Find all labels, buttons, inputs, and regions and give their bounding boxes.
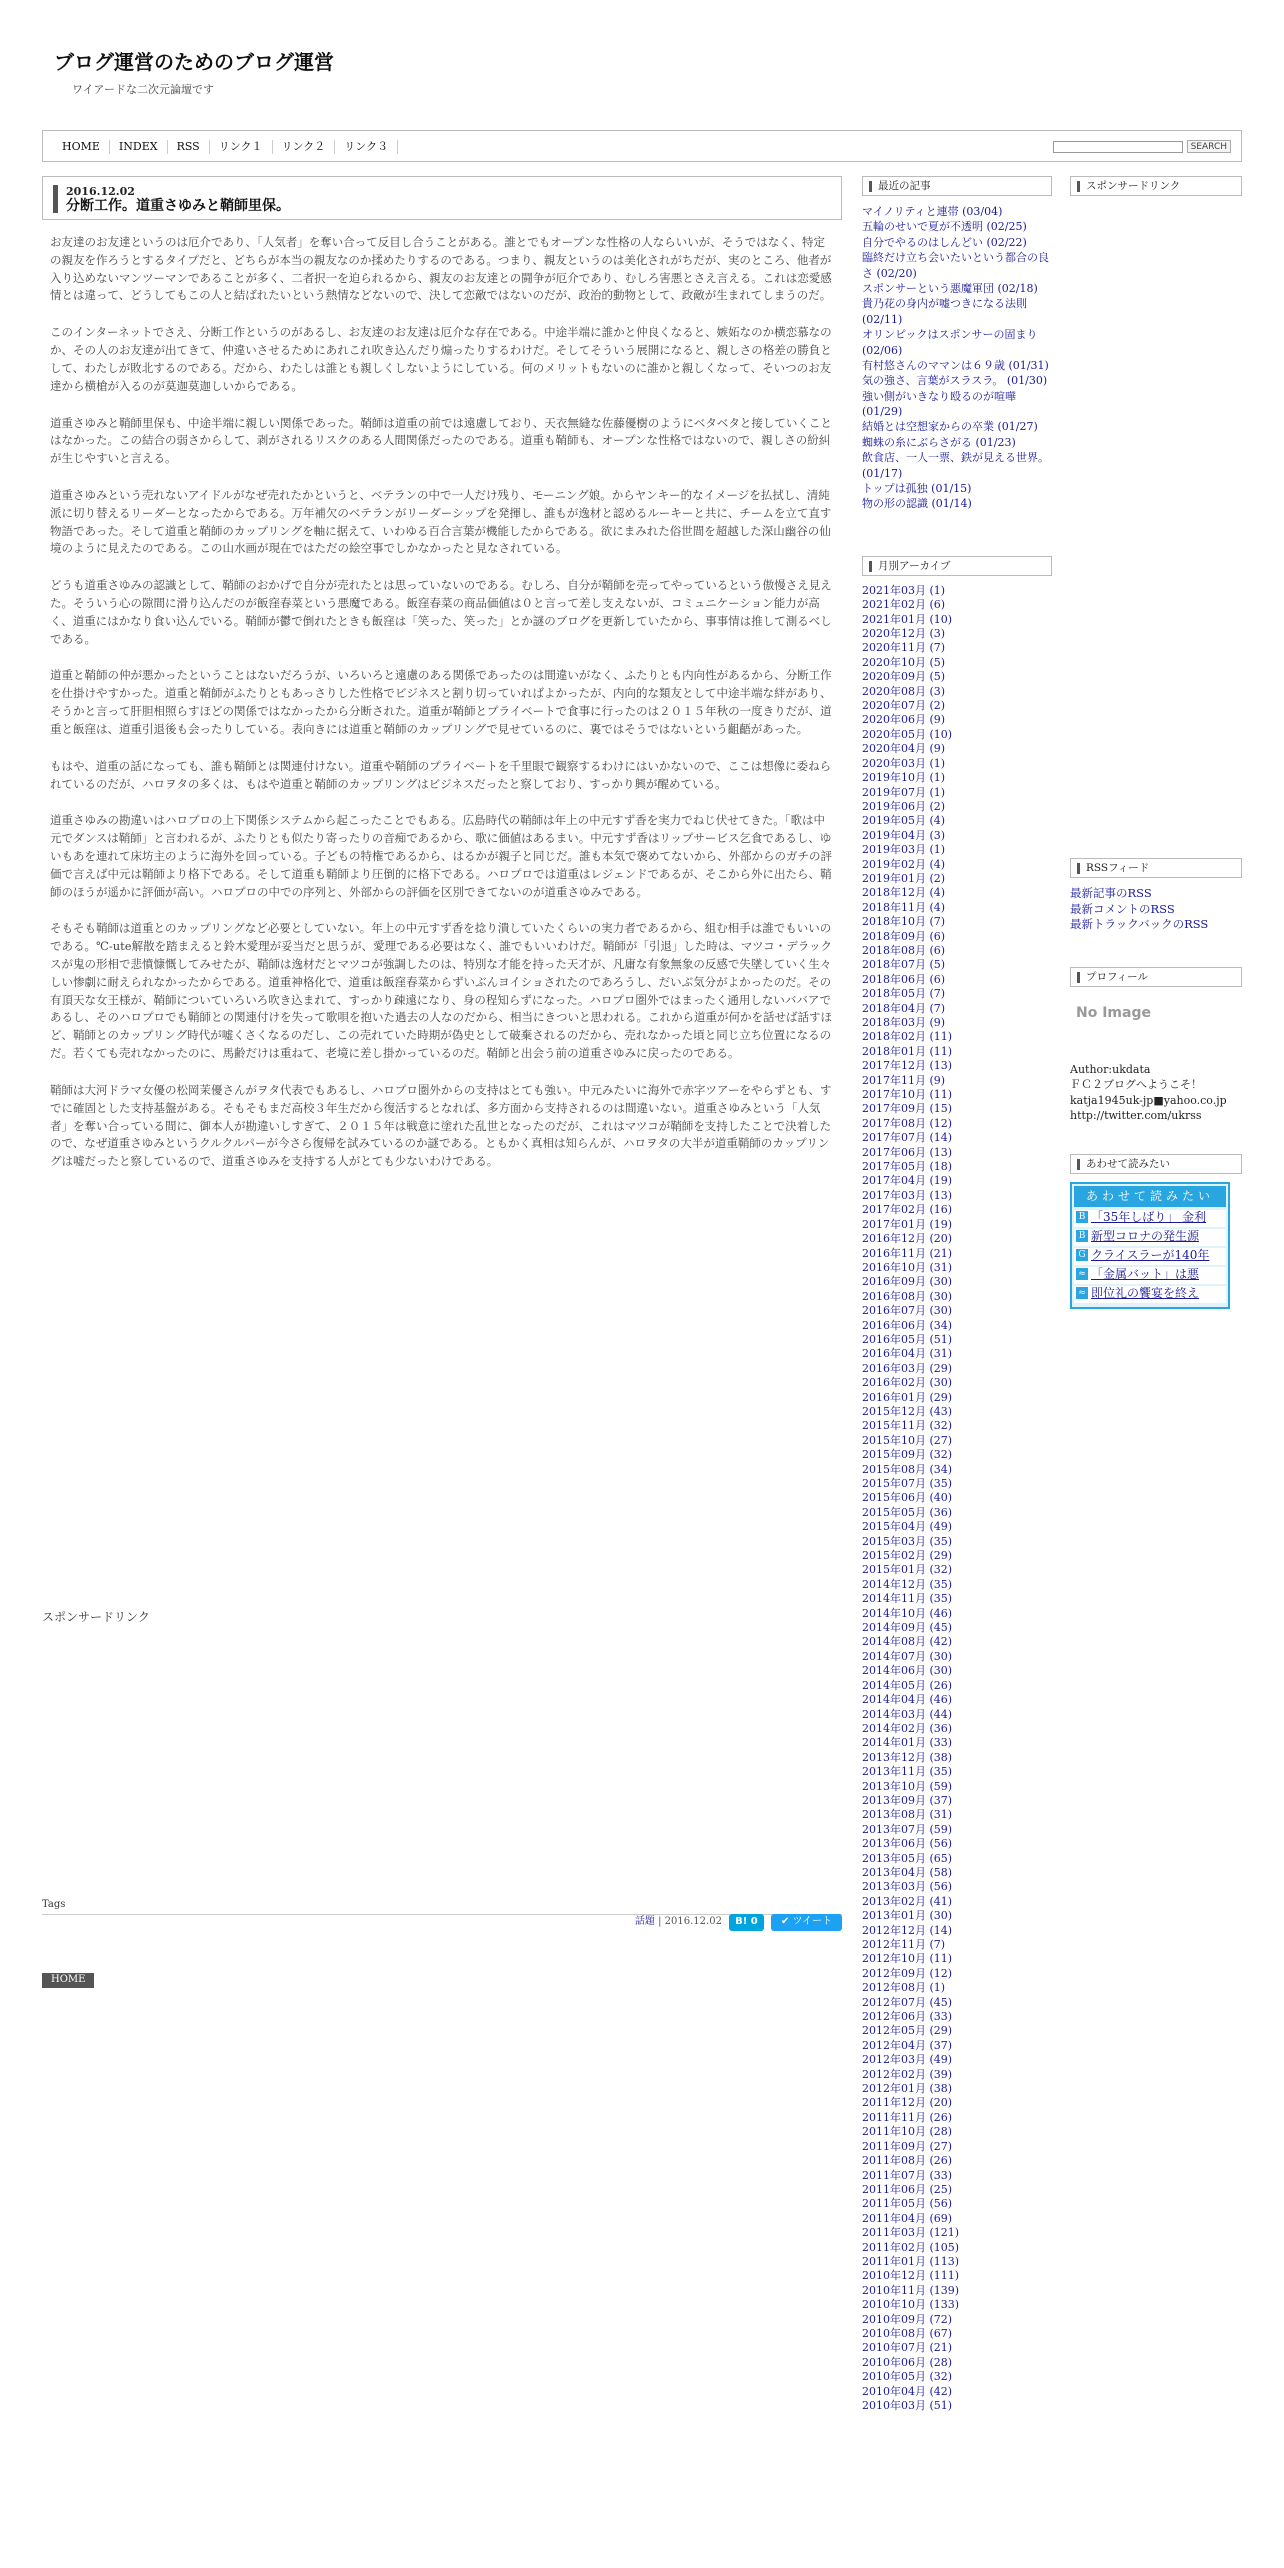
archive-month-link[interactable]: 2012年11月 (7)	[862, 1938, 946, 1951]
heading-bar	[869, 181, 872, 192]
archive-month-link[interactable]: 2019年05月 (4)	[862, 814, 946, 828]
archive-month-link[interactable]: 2017年01月 (19)	[862, 1217, 953, 1231]
archive-month-link[interactable]: 2019年01月 (2)	[862, 871, 946, 885]
heading-bar	[869, 561, 872, 572]
site-description: ワイアードな二次元論壇です	[72, 83, 215, 96]
archive-month-link[interactable]: 2019年02月 (4)	[862, 857, 946, 871]
heading-bar	[1077, 181, 1080, 192]
archive-month-link[interactable]: 2017年07月 (14)	[862, 1131, 953, 1145]
archive-month-link[interactable]: 2012年07月 (45)	[862, 1995, 953, 2009]
sidebar-right	[1070, 176, 1242, 1309]
profile-no-image: No Image	[1076, 1004, 1151, 1021]
rss-icon: ≈	[1076, 1268, 1088, 1280]
rss-list	[1070, 886, 1242, 933]
nav-link3[interactable]: リンク３	[344, 140, 389, 153]
recent-article-link[interactable]: 臨終だけ立ち会いたいという都合の良さ (02/20)	[862, 251, 1049, 280]
post-paragraph: どうも道重さゆみの認識として、鞘師のおかげで自分が売れたとは思っていないのである。むしろ、自分が鞘師を売ってやっているという傲慢さえ見えた。そういう心の隙間に滑り込んだのが飯窪春菜という悪魔である。飯窪春菜の商品価値は０と言って差し支えないが、コミュニケーション能力が高く、道重にはかなり食い込んでいる。鞘師が鬱で倒れたときも飯窪は「笑った、笑った」とか謎のブログを更新していたから、事事情は推して測るべしである。	[50, 578, 832, 646]
awase-widget	[1070, 1182, 1230, 1309]
archive-month-link[interactable]: 2018年07月 (5)	[862, 958, 946, 972]
archive-month-link[interactable]: 2017年10月 (11)	[862, 1088, 953, 1102]
archive-month-link[interactable]: 2012年08月 (1)	[862, 1981, 946, 1995]
post-paragraph: 道重さゆみの勘違いはハロプロの上下関係システムから起こったことでもある。広島時代の鞘師は年上の中元すず香を実力でねじ伏せてきた。「歌は中元でダンスは鞘師」と言われるが、ふたりとも似たり寄ったりの音痴であるから、歌に価値はあるまい。中元すず香はリップサービス乞食であるし、ゆいもあを連れて床坊主のように海外を回っている。子どもの特権であるから、はるかが親子と同じだ。誰も本気で褒めてないから、外部からのガチの評価で言えば中元は鞘師より格下である。そして道重も鞘師より圧倒的に格下である。ハロプロでは道重はレジェンドであるが、そこから外に出たら、鞘師のほうが遥かに評価が高い。ハロプロの中での序列と、外部からの評価を区別できてないのが道重さゆみである。	[50, 813, 832, 899]
google-icon: G	[1076, 1249, 1088, 1261]
recent-article-link[interactable]: 物の形の認識 (01/14)	[862, 497, 972, 511]
search-button[interactable]: SEARCH	[1187, 140, 1231, 153]
archive-month-link[interactable]: 2018年11月 (4)	[862, 900, 946, 914]
archive-month-link[interactable]: 2016年08月 (30)	[862, 1289, 953, 1303]
sponsor-right-heading	[1070, 176, 1242, 196]
search-input[interactable]	[1053, 141, 1183, 153]
post-title[interactable]: 分断工作。道重さゆみと鞘師里保。	[66, 198, 290, 214]
archive-month-link[interactable]: 2010年07月 (21)	[862, 2341, 953, 2355]
archive-month-link[interactable]: 2015年11月 (32)	[862, 1419, 953, 1433]
recent-heading	[862, 176, 1052, 196]
archive-month-link[interactable]: 2015年02月 (29)	[862, 1549, 953, 1563]
nav-index[interactable]: INDEX	[118, 140, 158, 153]
recent-article-link[interactable]: スポンサーという悪魔軍団 (02/18)	[862, 281, 1038, 295]
archive-month-link[interactable]: 2013年05月 (65)	[862, 1851, 953, 1865]
rss-heading-label: RSSフィード	[1086, 862, 1150, 874]
nav-link2[interactable]: リンク２	[281, 140, 326, 153]
archive-month-link[interactable]: 2016年12月 (20)	[862, 1232, 953, 1246]
archive-month-link[interactable]: 2017年06月 (13)	[862, 1145, 953, 1159]
category-link[interactable]: 話題	[634, 1916, 655, 1927]
archive-month-link[interactable]: 2010年10月 (133)	[862, 2298, 960, 2312]
twitter-bird-icon: ✔	[780, 1916, 793, 1927]
archive-month-link[interactable]: 2016年01月 (29)	[862, 1390, 953, 1404]
archive-month-link[interactable]: 2010年11月 (139)	[862, 2283, 960, 2297]
hatena-bookmark-button[interactable]: B! 0	[729, 1914, 764, 1931]
archive-month-link[interactable]: 2013年07月 (59)	[862, 1822, 953, 1836]
archive-month-link[interactable]: 2013年11月 (35)	[862, 1765, 953, 1779]
archive-month-link[interactable]: 2020年05月 (10)	[862, 727, 953, 741]
archive-month-link[interactable]: 2014年06月 (30)	[862, 1664, 953, 1678]
archive-month-link[interactable]: 2011年05月 (56)	[862, 2197, 953, 2211]
archive-month-link[interactable]: 2018年05月 (7)	[862, 987, 946, 1001]
archive-month-link[interactable]: 2012年06月 (33)	[862, 2010, 953, 2024]
archive-month-link[interactable]: 2011年07月 (33)	[862, 2168, 953, 2182]
archive-month-link[interactable]: 2019年04月 (3)	[862, 828, 946, 842]
recent-list	[862, 204, 1052, 512]
archive-month-link[interactable]: 2015年06月 (40)	[862, 1491, 953, 1505]
archive-month-link[interactable]: 2017年11月 (9)	[862, 1073, 946, 1087]
archive-month-link[interactable]: 2011年06月 (25)	[862, 2182, 953, 2196]
archive-month-link[interactable]: 2013年08月 (31)	[862, 1808, 953, 1822]
archive-month-link[interactable]: 2012年12月 (14)	[862, 1923, 953, 1937]
awase-item[interactable]	[1074, 1286, 1226, 1303]
heading-bar	[53, 185, 58, 213]
archive-month-link[interactable]: 2016年03月 (29)	[862, 1361, 953, 1375]
rss-heading	[1070, 858, 1242, 878]
archive-month-link[interactable]: 2018年08月 (6)	[862, 943, 946, 957]
post-paragraph: そもそも鞘師は道重とのカップリングなど必要としていない。年上の中元すず香を捻り潰していたくらいの実力者であるから、組む相手は誰でもいいのである。℃-ute解散を踏まえると鈴木愛理が妥当だと思うが、愛理である必要はなく、誰でもいいわけだ。鞘師が「引退」した時は、マツコ・デラックスが鬼の形相で悲憤慷慨してみせたが、鞘師は逸材だとマツコが強調したのは、特別な才能を持った天才が、凡庸な有象無象の反感で失墜していく生々しい惨劇に耐えられなかったからである。道重神格化で、道重は飯窪春菜からずいぶんヨイショされたのであろうし、だいぶ気分がよかったのだ。その有頂天な女王様が、鞘師についていろいろ吹き込まれて、すっかり疎遠になり、身の程知らずになった。ハロプロ圏外ではまったく通用しないババアであるし、そのハロプロでも鞘師との関連付けを失って歌唄を抱いた過去の人なのだから、相当にきついと思われる。これから道重が何かを話せば話すほど、鞘師とのカップリング時代が嘘くさくなるのだし、この売れていた時期が偽史として破棄されるのだから、売れなかった頃と同じ立ち位置になるのだ。若くても売れなかったのに、馬齢だけは重ねて、老境に差し掛かっているのだ。鞘師と出会う前の道重さゆみに戻ったのである。	[50, 921, 833, 1061]
awase-item-label: 即位礼の饗宴を終え	[1091, 1285, 1200, 1300]
rss-latest-comments[interactable]: 最新コメントのRSS	[1070, 901, 1175, 916]
archive-month-link[interactable]: 2019年06月 (2)	[862, 799, 946, 813]
archive-month-link[interactable]: 2018年04月 (7)	[862, 1001, 946, 1015]
archive-month-link[interactable]: 2020年12月 (3)	[862, 627, 946, 641]
archive-month-link[interactable]: 2017年09月 (15)	[862, 1102, 953, 1116]
awase-heading	[1070, 1154, 1242, 1174]
archive-month-link[interactable]: 2013年03月 (56)	[862, 1880, 953, 1894]
heading-bar	[1077, 972, 1080, 983]
awase-title: あわせて読みたい	[1074, 1186, 1226, 1207]
archive-month-link[interactable]: 2018年10月 (7)	[862, 915, 946, 929]
search-form	[1053, 139, 1231, 154]
archive-month-link[interactable]: 2012年01月 (38)	[862, 2082, 953, 2096]
archive-month-link[interactable]: 2017年02月 (16)	[862, 1203, 953, 1217]
main-column	[42, 176, 842, 1985]
archive-list	[862, 584, 1052, 2414]
archive-month-link[interactable]: 2011年04月 (69)	[862, 2211, 953, 2225]
recent-article-link[interactable]: オリンピックはスポンサーの固まり (02/06)	[862, 328, 1038, 357]
archive-month-link[interactable]: 2015年07月 (35)	[862, 1477, 953, 1490]
archive-month-link[interactable]: 2017年12月 (13)	[862, 1059, 953, 1073]
profile-heading-label: プロフィール	[1086, 970, 1148, 983]
archive-month-link[interactable]: 2011年01月 (113)	[862, 2254, 960, 2268]
archive-month-link[interactable]: 2012年04月 (37)	[862, 2038, 953, 2052]
archive-month-link[interactable]: 2015年09月 (32)	[862, 1448, 953, 1462]
archive-month-link[interactable]: 2020年06月 (9)	[862, 713, 946, 727]
rss-icon: ≈	[1076, 1287, 1088, 1299]
archive-month-link[interactable]: 2014年05月 (26)	[862, 1678, 953, 1692]
archive-month-link[interactable]: 2015年04月 (49)	[862, 1520, 953, 1534]
archive-month-link[interactable]: 2010年08月 (67)	[862, 2326, 953, 2340]
tweet-button[interactable]	[771, 1914, 842, 1931]
archive-month-link[interactable]: 2010年04月 (42)	[862, 2384, 953, 2398]
rss-latest-trackbacks[interactable]: 最新トラックバックのRSS	[1070, 917, 1209, 932]
profile-heading	[1070, 967, 1242, 987]
post-paragraph: 鞘師は大河ドラマ女優の松岡茉優さんがヲタ代表でもあるし、ハロプロ圏外からの支持はとても強い。中元みたいに海外で赤字ツアーをやらずとも、すでに確固とした支持基盤がある。そもそもまだ高校３年生だから復活するとなれば、多方面から支持されるのは間違いない。道重さゆみという「人気者」を奪い合っている間に、御本人が勘違いしすぎて、２０１５年は戦意に塗れた乱世となったのだが、これはマツコが鞘師を支持したことで決着したので、なぜ道重さゆみというクルクルパーが今さら復帰を試みているのか謎である。ともかく真相は知らんが、ハロヲタの大半が道重鞘師のカップリングは嘘だったと察しているので、道重さゆみを支持する人がとても少ないわけである。	[50, 1082, 832, 1169]
nav-home[interactable]: HOME	[62, 140, 100, 153]
archive-month-link[interactable]: 2016年11月 (21)	[862, 1246, 953, 1260]
recent-article-link[interactable]: 自分でやるのはしんどい (02/22)	[862, 235, 1027, 249]
awase-item[interactable]	[1074, 1229, 1226, 1246]
recent-article-link[interactable]: 飲食店、一人一票、鉄が見える世界。 (01/17)	[862, 451, 1049, 480]
home-button[interactable]: HOME	[42, 1973, 94, 1988]
awase-heading-label: あわせて読みたい	[1086, 1157, 1170, 1170]
archive-month-link[interactable]: 2014年11月 (35)	[862, 1592, 953, 1606]
awase-item[interactable]	[1074, 1248, 1226, 1265]
archive-month-link[interactable]: 2014年10月 (46)	[862, 1606, 953, 1620]
archive-month-link[interactable]: 2014年08月 (42)	[862, 1635, 953, 1649]
tweet-label: ツイート	[792, 1916, 832, 1927]
archive-month-link[interactable]: 2015年05月 (36)	[862, 1505, 953, 1519]
profile-twitter: http://twitter.com/ukrss	[1070, 1109, 1202, 1123]
archive-month-link[interactable]: 2014年01月 (33)	[862, 1736, 953, 1750]
archive-month-link[interactable]: 2010年06月 (28)	[862, 2355, 953, 2369]
post-paragraph: 道重さゆみという売れないアイドルがなぜ売れたかというと、ベテランの中で一人だけ残り、モーニング娘。からヤンキー的なイメージを払拭し、清純派に切り替えるリーダーとなったからである。万年補欠のベテランがリーダーシップを発揮し、誰もが逸材と認めるルーキーと共に、チームを立て直す物語であった。そして道重と鞘師のカップリングを軸に据えて、いわゆる百合言葉が機能したからである。欲にまみれた俗世間を超越した深山幽谷の仙境のように見えたのである。この山水画が現在ではただの絵空事でしかなかったと見なされている。	[50, 487, 832, 556]
archive-month-link[interactable]: 2020年03月 (1)	[862, 756, 946, 770]
archive-month-link[interactable]: 2010年03月 (51)	[862, 2399, 953, 2412]
awase-item-label: 「35年しばり」 金利	[1091, 1209, 1207, 1224]
heading-bar	[1077, 863, 1080, 874]
archive-month-link[interactable]: 2017年03月 (13)	[862, 1188, 953, 1202]
recent-article-link[interactable]: トップは孤独 (01/15)	[862, 482, 972, 496]
archive-month-link[interactable]: 2010年12月 (111)	[862, 2269, 960, 2283]
archive-month-link[interactable]: 2011年10月 (28)	[862, 2125, 953, 2139]
awase-item[interactable]	[1074, 1210, 1226, 1227]
awase-item-label: 「金属バット」は悪	[1091, 1266, 1200, 1281]
post-footer	[635, 1914, 842, 1931]
profile-author: Author:ukdata	[1070, 1063, 1151, 1077]
archive-month-link[interactable]: 2013年01月 (30)	[862, 1909, 953, 1923]
archive-month-link[interactable]: 2013年04月 (58)	[862, 1865, 953, 1879]
archive-month-link[interactable]: 2010年05月 (32)	[862, 2370, 953, 2384]
archive-month-link[interactable]: 2014年09月 (45)	[862, 1621, 953, 1635]
post-paragraph: もはや、道重の話になっても、誰も鞘師とは関連付けない。道重や鞘師のプライベートを千里眼で観察するわけにはいかないので、ここは想像に委ねられているのだが、ハロヲタの多くは、もはや道重と鞘師のカップリングはビジネスだったと察しており、すっかり興が醒めている。	[50, 758, 832, 791]
post-header	[42, 176, 842, 220]
bookmark-icon: B	[1076, 1230, 1088, 1242]
post-paragraph: 道重と鞘師の仲が悪かったということはないだろうが、いろいろと遠慮のある関係であったのは間違いがなく、ふたりとも内向性があるから、分断工作を仕掛けやすかった。道重と鞘師がふたりともあっさりした性格でビジネスと割り切っていればよかったが、内向的な類友として中途半端な絆があり、そうかと言って肝胆相照らすほどの関係ではなかったから分断された。道重が鞘師とプライベートで食事に行ったのは２０１５年秋の一度きりだが、道重と飯窪は、道重引退後も会ったりしている。表向きには道重と鞘師のカップリングで見せているのに、裏ではそうではないという齟齬があった。	[50, 668, 832, 736]
recent-article-link[interactable]: 結婚とは空想家からの卒業 (01/27)	[862, 420, 1038, 434]
nav-link1[interactable]: リンク１	[218, 140, 263, 153]
archive-month-link[interactable]: 2011年08月 (26)	[862, 2154, 953, 2168]
archive-month-link[interactable]: 2020年10月 (5)	[862, 655, 946, 669]
archive-month-link[interactable]: 2016年05月 (51)	[862, 1332, 953, 1346]
sponsor-link-label: スポンサードリンク	[42, 1610, 150, 1624]
archive-month-link[interactable]: 2019年03月 (1)	[862, 843, 946, 857]
archive-month-link[interactable]: 2014年12月 (35)	[862, 1577, 953, 1591]
archive-month-link[interactable]: 2017年08月 (12)	[862, 1116, 953, 1130]
nav-rss[interactable]: RSS	[176, 140, 200, 153]
site-title[interactable]: ブログ運営のためのブログ運営	[54, 50, 334, 74]
archive-month-link[interactable]: 2021年03月 (1)	[862, 583, 946, 597]
tags-label: Tags	[42, 1899, 842, 1915]
awase-item-label: 新型コロナの発生源	[1091, 1228, 1200, 1243]
archive-month-link[interactable]: 2014年02月 (36)	[862, 1721, 953, 1735]
archive-month-link[interactable]: 2013年10月 (59)	[862, 1779, 953, 1793]
post-paragraph: 道重さゆみと鞘師里保も、中途半端に親しい関係であった。鞘師は道重の前では遠慮しており、天衣無縫な佐藤優樹のようにベタベタと接していくことはなかった。この結合の弱さからして、剥がされるリスクのある人間関係だったのである。道重も鞘師も、オープンな性格ではないので、親しさの紛糾が生じやすいと言える。	[50, 415, 832, 466]
archive-month-link[interactable]: 2020年08月 (3)	[862, 684, 946, 698]
archive-month-link[interactable]: 2013年02月 (41)	[862, 1894, 953, 1908]
archive-month-link[interactable]: 2021年02月 (6)	[862, 598, 946, 612]
archive-month-link[interactable]: 2016年06月 (34)	[862, 1318, 953, 1332]
rss-latest-posts[interactable]: 最新記事のRSS	[1070, 886, 1152, 900]
archive-month-link[interactable]: 2018年03月 (9)	[862, 1016, 946, 1029]
archive-month-link[interactable]: 2019年10月 (1)	[862, 771, 946, 785]
archive-month-link[interactable]: 2020年07月 (2)	[862, 699, 946, 713]
post-paragraph: お友達のお友達というのは厄介であり、「人気者」を奪い合って反目し合うことがある。誰とでもオープンな性格の人ならいいが、そうではなく、特定の親友を作ろうとするタイプだと、どちらが本当の親友なのか揉めたりするのである。つまり、親友というのは美化されがちだが、実のところ、他者が入り込めないマンツーマンであることが多く、二者択一を迫られるから、親友のお友達との闘争が厄介であり、むしろ害悪とさえ言える。これは恋愛感情とは違って、どうしてもこの人と結ばれたいという熱情などないので、決して恋敵ではないのだが、政治的動物として、政敵が生まれてしまうのだ。	[50, 235, 832, 303]
archive-month-link[interactable]: 2012年09月 (12)	[862, 1966, 953, 1980]
sidebar-left	[862, 176, 1052, 2413]
archive-month-link[interactable]: 2018年02月 (11)	[862, 1030, 953, 1044]
archive-month-link[interactable]: 2011年02月 (105)	[862, 2240, 960, 2254]
archive-month-link[interactable]: 2018年12月 (4)	[862, 886, 946, 900]
profile-line: ＦＣ２ブログへようこそ！	[1070, 1078, 1202, 1092]
archive-month-link[interactable]: 2016年04月 (31)	[862, 1347, 953, 1361]
archive-month-link[interactable]: 2011年12月 (20)	[862, 2096, 953, 2110]
archive-heading-label: 月別アーカイブ	[878, 559, 951, 572]
archive-month-link[interactable]: 2020年09月 (5)	[862, 670, 946, 684]
archive-month-link[interactable]: 2014年07月 (30)	[862, 1649, 953, 1663]
recent-article-link[interactable]: 五輪のせいで夏が不透明 (02/25)	[862, 220, 1027, 234]
archive-month-link[interactable]: 2012年10月 (11)	[862, 1952, 953, 1966]
archive-month-link[interactable]: 2019年07月 (1)	[862, 785, 946, 799]
post-paragraph: このインターネットでさえ、分断工作というのがあるし、お友達のお友達は厄介な存在である。中途半端に誰かと仲良くなると、嫉妬なのか横恋慕なのか、その人のお友達が出てきて、仲違いさせるためにあれこれ吹き込んだり煽ったりするわけだ。そしてそういう展開になると、親しさの格差の勝負として、わたしが敗北するのである。だから、わたしは誰とも親しくしないようにしている。何のメリットもないのに誰かと親しくなって、そいつのお友達から横槍が入るのが莫迦莫迦しいからである。	[50, 325, 832, 393]
archive-month-link[interactable]: 2018年06月 (6)	[862, 972, 946, 986]
archive-month-link[interactable]: 2015年03月 (35)	[862, 1534, 953, 1548]
archive-month-link[interactable]: 2016年07月 (30)	[862, 1304, 953, 1318]
footer-date: 2016.12.02	[664, 1916, 722, 1927]
archive-month-link[interactable]: 2010年09月 (72)	[862, 2312, 953, 2326]
archive-month-link[interactable]: 2011年03月 (121)	[862, 2226, 960, 2240]
archive-month-link[interactable]: 2015年01月 (32)	[862, 1563, 953, 1577]
archive-heading	[862, 556, 1052, 576]
archive-month-link[interactable]: 2015年10月 (27)	[862, 1433, 953, 1447]
archive-month-link[interactable]: 2015年08月 (34)	[862, 1462, 953, 1476]
archive-month-link[interactable]: 2016年09月 (30)	[862, 1275, 953, 1289]
archive-month-link[interactable]: 2011年09月 (27)	[862, 2139, 953, 2153]
profile-email: katja1945uk-jp■yahoo.co.jp	[1070, 1093, 1227, 1107]
archive-month-link[interactable]: 2016年10月 (31)	[862, 1260, 953, 1274]
archive-month-link[interactable]: 2013年09月 (37)	[862, 1793, 953, 1807]
recent-article-link[interactable]: 強い側がいきなり殴るのが喧嘩 (01/29)	[862, 389, 1016, 419]
bookmark-icon: B	[1076, 1211, 1088, 1223]
archive-month-link[interactable]: 2012年03月 (49)	[862, 2053, 953, 2067]
archive-month-link[interactable]: 2014年03月 (44)	[862, 1707, 953, 1721]
archive-month-link[interactable]: 2017年04月 (19)	[862, 1174, 953, 1188]
post-body	[50, 234, 836, 1171]
heading-bar	[1077, 1159, 1080, 1170]
archive-month-link[interactable]: 2021年01月 (10)	[862, 612, 953, 626]
archive-month-link[interactable]: 2018年01月 (11)	[862, 1044, 953, 1058]
awase-item-label: クライスラーが140年	[1091, 1247, 1210, 1262]
archive-month-link[interactable]: 2016年02月 (30)	[862, 1376, 953, 1390]
archive-month-link[interactable]: 2012年05月 (29)	[862, 2024, 953, 2038]
awase-item[interactable]	[1074, 1267, 1226, 1284]
archive-month-link[interactable]: 2020年11月 (7)	[862, 641, 946, 655]
site-header	[54, 50, 1054, 97]
archive-month-link[interactable]: 2017年05月 (18)	[862, 1160, 953, 1174]
archive-month-link[interactable]: 2012年02月 (39)	[862, 2067, 953, 2081]
global-nav	[42, 130, 1242, 162]
recent-article-link[interactable]: 有村悠さんのママンは６９歳 (01/31)	[862, 358, 1049, 372]
sponsor-right-label: スポンサードリンク	[1086, 180, 1181, 192]
recent-article-link[interactable]: 貴乃花の身内が嘘つきになる法則 (02/11)	[862, 297, 1027, 326]
separator: |	[658, 1916, 665, 1927]
archive-month-link[interactable]: 2013年06月 (56)	[862, 1837, 953, 1851]
archive-month-link[interactable]: 2014年04月 (46)	[862, 1693, 953, 1707]
archive-month-link[interactable]: 2018年09月 (6)	[862, 929, 946, 943]
recent-heading-label: 最近の記事	[878, 180, 931, 192]
archive-month-link[interactable]: 2015年12月 (43)	[862, 1404, 953, 1418]
recent-article-link[interactable]: マイノリティと連帯 (03/04)	[862, 205, 1003, 218]
archive-month-link[interactable]: 2013年12月 (38)	[862, 1750, 953, 1764]
archive-month-link[interactable]: 2011年11月 (26)	[862, 2110, 953, 2124]
recent-article-link[interactable]: 蜘蛛の糸にぶらさがる (01/23)	[862, 435, 1016, 449]
post-date: 2016.12.02	[66, 185, 135, 198]
recent-article-link[interactable]: 気の強さ、言葉がスラスラ。 (01/30)	[862, 374, 1048, 388]
archive-month-link[interactable]: 2020年04月 (9)	[862, 742, 946, 756]
